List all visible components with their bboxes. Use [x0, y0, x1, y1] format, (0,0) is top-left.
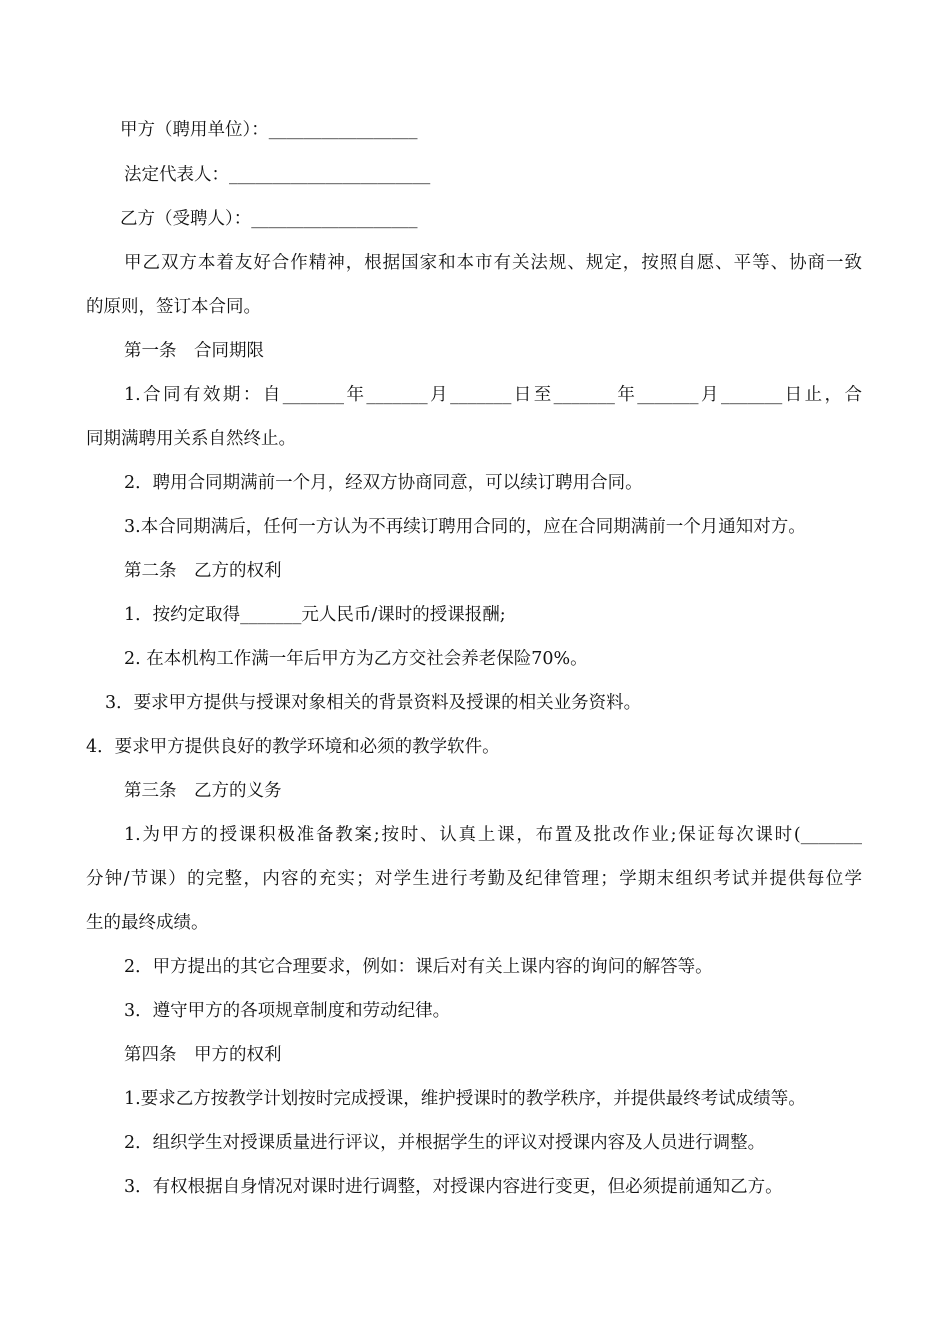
legal-rep-line: 法定代表人：_______________________ — [124, 165, 431, 185]
article-4-item-3: 3．有权根据自身情况对课时进行调整，对授课内容进行变更，但必须提前通知乙方。 — [124, 1177, 783, 1197]
article-3-item-1-line-3: 生的最终成绩。 — [86, 913, 209, 933]
party-a-line: 甲方（聘用单位）：_________________ — [120, 120, 418, 140]
article-1-item-1-line-2: 同期满聘用关系自然终止。 — [86, 429, 296, 449]
preamble-line-2: 的原则，签订本合同。 — [86, 297, 261, 317]
article-2-item-1: 1．按约定取得_______元人民币/课时的授课报酬; — [124, 605, 506, 625]
article-3-item-1-line-1: 1.为甲方的授课积极准备教案;按时、认真上课，布置及批改作业;保证每次课时(_______ — [124, 825, 862, 845]
article-2-item-3: 3．要求甲方提供与授课对象相关的背景资料及授课的相关业务资料。 — [105, 693, 642, 713]
article-1-heading: 第一条 合同期限 — [124, 341, 264, 361]
article-2-item-4: 4．要求甲方提供良好的教学环境和必须的教学软件。 — [86, 737, 500, 757]
article-4-heading: 第四条 甲方的权利 — [124, 1045, 282, 1065]
article-4-item-2: 2．组织学生对授课质量进行评议，并根据学生的评议对授课内容及人员进行调整。 — [124, 1133, 766, 1153]
article-3-item-3: 3．遵守甲方的各项规章制度和劳动纪律。 — [124, 1001, 451, 1021]
article-2-item-2: 2. 在本机构工作满一年后甲方为乙方交社会养老保险70%。 — [124, 649, 588, 669]
article-3-heading: 第三条 乙方的义务 — [124, 781, 282, 801]
article-3-item-2: 2．甲方提出的其它合理要求，例如：课后对有关上课内容的询问的解答等。 — [124, 957, 713, 977]
article-1-item-1-line-1: 1.合同有效期：自_______年_______月_______日至_______年_______月_______日止，合 — [124, 385, 862, 405]
article-1-item-2: 2．聘用合同期满前一个月，经双方协商同意，可以续订聘用合同。 — [124, 473, 643, 493]
preamble-line-1: 甲乙双方本着友好合作精神，根据国家和本市有关法规、规定，按照自愿、平等、协商一致 — [124, 253, 862, 273]
article-2-heading: 第二条 乙方的权利 — [124, 561, 282, 581]
article-4-item-1: 1.要求乙方按教学计划按时完成授课，维护授课时的教学秩序，并提供最终考试成绩等。 — [124, 1089, 806, 1109]
party-b-line: 乙方（受聘人）：___________________ — [120, 209, 418, 229]
article-3-item-1-line-2: 分钟/节课）的完整，内容的充实；对学生进行考勤及纪律管理；学期末组织考试并提供每位学 — [86, 869, 862, 889]
article-1-item-3: 3.本合同期满后，任何一方认为不再续订聘用合同的，应在合同期满前一个月通知对方。 — [124, 517, 806, 537]
